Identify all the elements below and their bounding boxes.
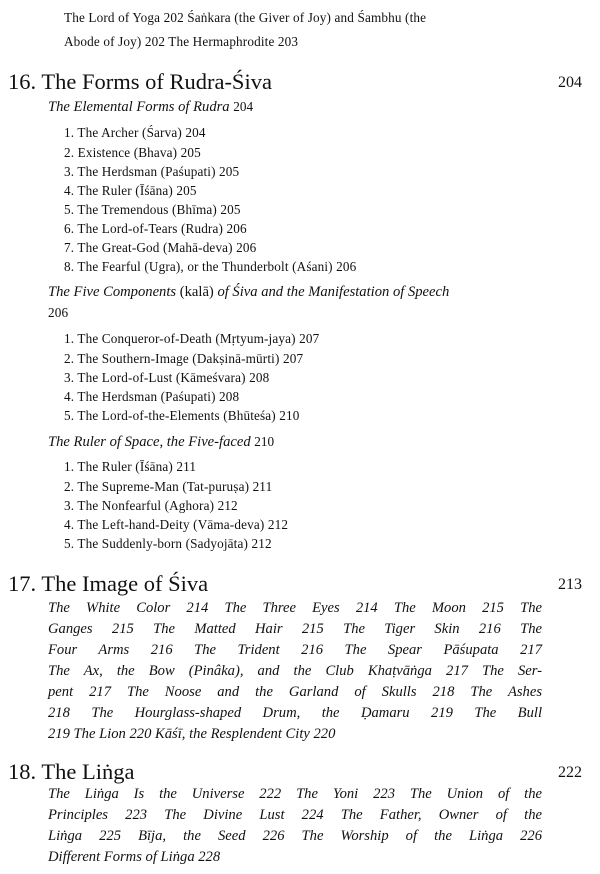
list-item: 5. The Suddenly-born (Sadyojāta) 212 [64, 536, 272, 551]
list-item: 4. The Ruler (Īśāna) 205 [64, 183, 197, 198]
toc-continuation-line-2: Abode of Joy) 202 The Hermaphrodite 203 [64, 34, 299, 49]
section-page: 204 [233, 99, 254, 114]
list-item: 4. The Left-hand-Deity (Vāma-deva) 212 [64, 517, 289, 532]
topic-line: The White Color 214 The Three Eyes 214 The Moon 215 The [48, 600, 542, 616]
list-item: 2. The Southern-Image (Dakṣinā-mūrti) 207 [64, 351, 304, 366]
list-item: 6. The Lord-of-Tears (Rudra) 206 [64, 221, 247, 236]
chapter-17-title: 17. The Image of Śiva [8, 571, 209, 596]
list-item: 2. The Supreme-Man (Tat-puruṣa) 211 [64, 479, 273, 494]
topic-line: 219 The Lion 220 Kāśī, the Resplendent City 220 [48, 726, 336, 742]
list-item: 5. The Tremendous (Bhīma) 205 [64, 202, 241, 217]
topic-line: Ganges 215 The Matted Hair 215 The Tiger Skin 216 The [48, 621, 542, 637]
chapter-18-title: 18. The Liṅga [8, 759, 135, 784]
topic-line: The Liṅga Is the Universe 222 The Yoni 223 The Union of the [48, 786, 542, 802]
list-item: 3. The Nonfearful (Aghora) 212 [64, 498, 238, 513]
topic-line: Different Forms of Liṅga 228 [48, 849, 221, 865]
list-item: 1. The Ruler (Īśāna) 211 [64, 459, 197, 474]
chapter-16-title: 16. The Forms of Rudra-Śiva [8, 69, 272, 94]
section-page: 210 [254, 434, 275, 449]
chapter-18-page: 222 [558, 764, 582, 781]
list-item: 1. The Archer (Śarva) 204 [64, 125, 206, 140]
topic-line: pent 217 The Noose and the Garland of Skulls 218 The Ashes [48, 684, 542, 700]
list-item: 4. The Herdsman (Paśupati) 208 [64, 389, 240, 404]
section-heading-ruler-of-space [48, 435, 274, 450]
list-item: 5. The Lord-of-the-Elements (Bhūteśa) 210 [64, 408, 300, 423]
list-item: 2. Existence (Bhava) 205 [64, 145, 201, 160]
section-heading-text: The Ruler of Space, the Five-faced [48, 434, 251, 450]
topic-line: Liṅga 225 Bīja, the Seed 226 The Worship of the Liṅga 226 [48, 828, 542, 844]
list-item: 7. The Great-God (Mahā-deva) 206 [64, 240, 257, 255]
topic-line: Principles 223 The Divine Lust 224 The Father, Owner of the [48, 807, 542, 823]
section-heading-elemental-forms [48, 100, 253, 115]
topic-line: Four Arms 216 The Trident 216 The Spear Pāśupata 217 [48, 642, 542, 658]
toc-continuation-line-1: The Lord of Yoga 202 Śaṅkara (the Giver of Joy) and Śambhu (the [64, 10, 427, 25]
topic-line: 218 The Hourglass-shaped Drum, the Ḍamaru 219 The Bull [48, 705, 542, 721]
section-heading-five-components: The Five Components (kalā) of Śiva and the Manifestation of Speech [48, 284, 450, 300]
list-item: 3. The Herdsman (Paśupati) 205 [64, 164, 240, 179]
section-page: 206 [48, 305, 69, 320]
chapter-17-page: 213 [558, 576, 582, 593]
topic-line: The Ax, the Bow (Pinâka), and the Club Khaṭvāṅga 217 The Ser- [48, 663, 542, 679]
list-item: 8. The Fearful (Ugra), or the Thunderbolt (Aśani) 206 [64, 259, 357, 274]
list-item: 1. The Conqueror-of-Death (Mṛtyum-jaya) 207 [64, 331, 320, 346]
section-heading-text: The Elemental Forms of Rudra [48, 99, 230, 115]
list-item: 3. The Lord-of-Lust (Kāmeśvara) 208 [64, 370, 270, 385]
chapter-16-page: 204 [558, 74, 582, 91]
